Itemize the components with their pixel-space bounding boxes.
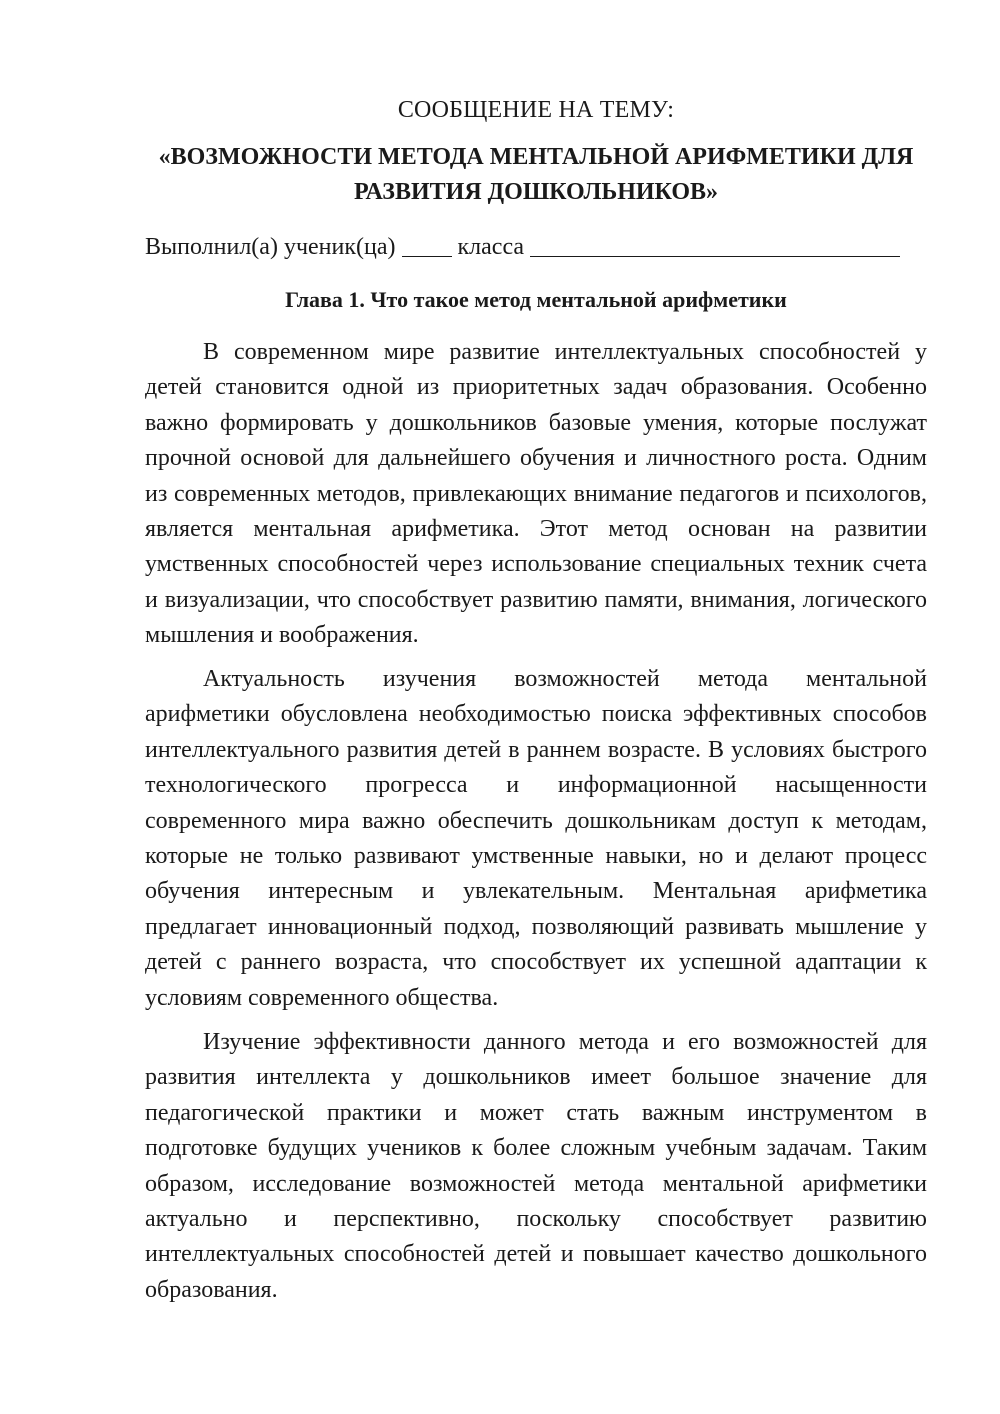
paragraph: Актуальность изучения возможностей метода ментальной арифметики обусловлена необходимостью поиска эффективных способов интеллектуального развития детей в раннем возрасте. В условиях быстрого технологического прогресса и информационной насыщенности современного мира важно обеспечить дошкольникам доступ к методам, которые не только развивают умственные навыки, но и делают процесс обучения интересным и увлекательным. Ментальная арифметика предлагает инновационный подход, позволяющий развивать мышление у детей с раннего возраста, что способствует их успешной адаптации к условиям современного общества.	[145, 666, 927, 1011]
document-title: «ВОЗМОЖНОСТИ МЕТОДА МЕНТАЛЬНОЙ АРИФМЕТИКИ ДЛЯ РАЗВИТИЯ ДОШКОЛЬНИКОВ»	[158, 144, 914, 205]
paragraph: В современном мире развитие интеллектуальных способностей у детей становится одной из приоритетных задач образования. Особенно важно формировать у дошкольников базовые умения, которые послужат прочной основой для дальнейшего обучения и личностного роста. Одним из современных методов, привлекающих внимание педагогов и психологов, является ментальная арифметика. Этот метод основан на развитии умственных способностей через использование специальных техник счета и визуализации, что способствует развитию памяти, внимания, логического мышления и воображения.	[145, 339, 927, 649]
author-class-label: класса	[457, 234, 525, 260]
author-prefix: Выполнил(а) ученик(ца)	[145, 234, 396, 260]
paragraph: Изучение эффективности данного метода и его возможностей для развития интеллекта у дошкольников имеет большое значение для педагогической практики и может стать важным инструментом в подготовке будущих учеников к более сложным учебным задачам. Таким образом, исследование возможностей метода ментальной арифметики актуально и перспективно, поскольку способствует развитию интеллектуальных способностей детей и повышает качество дошкольного образования.	[145, 1029, 927, 1303]
author-name-blank	[530, 232, 900, 257]
class-number-blank	[402, 232, 452, 257]
author-line	[145, 229, 927, 264]
document-header-line1: СООБЩЕНИЕ НА ТЕМУ:	[397, 97, 675, 123]
chapter-title: Глава 1. Что такое метод ментальной арифметики	[285, 287, 787, 312]
